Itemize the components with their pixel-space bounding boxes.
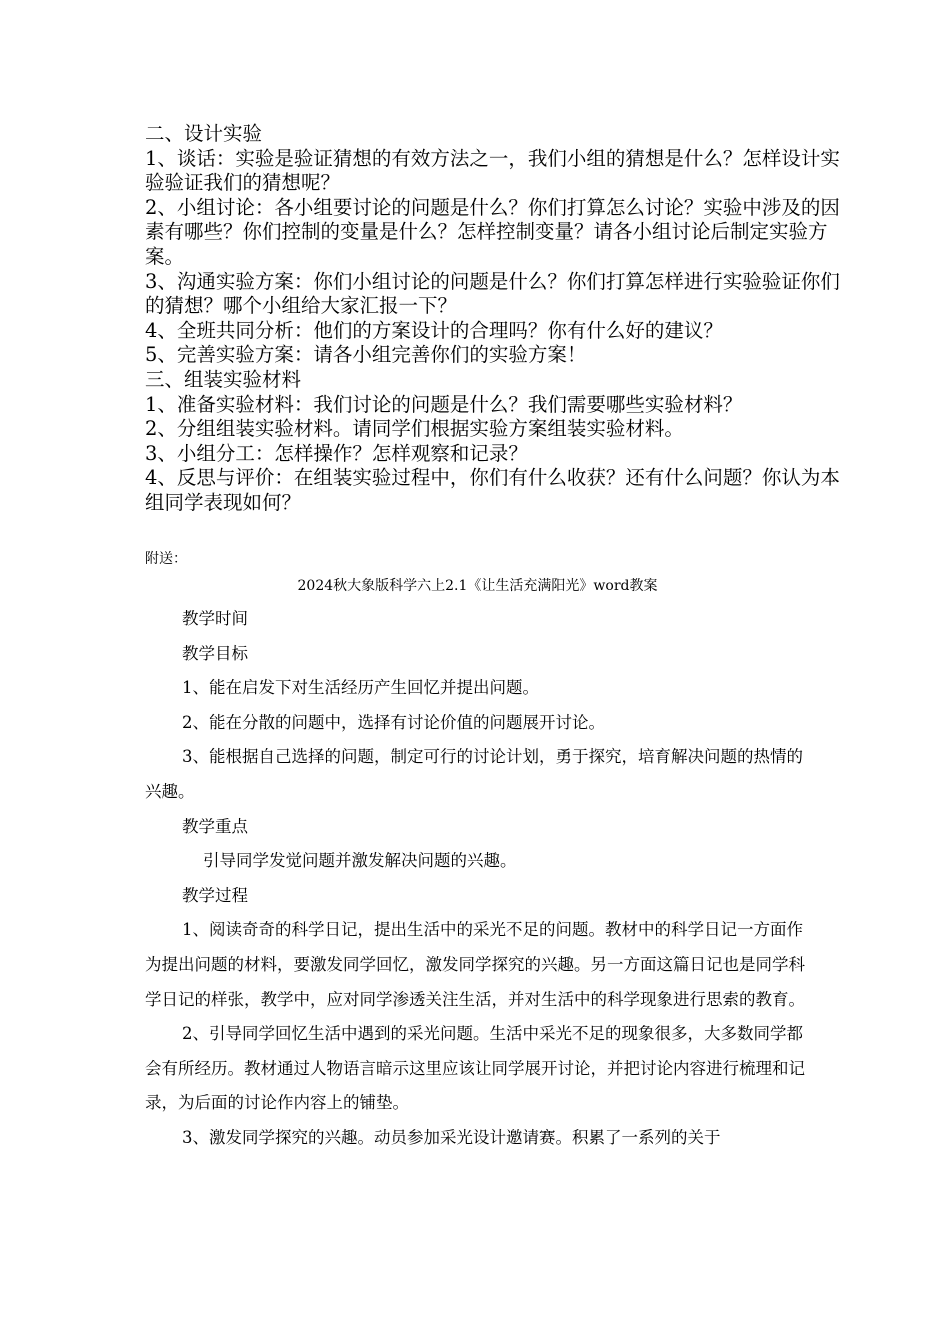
process-item: 3、激发同学探究的兴趣。动员参加采光设计邀请赛。积累了一系列的关于 (182, 1127, 721, 1147)
goal-item: 2、能在分散的问题中，选择有讨论价值的问题展开讨论。 (182, 712, 605, 732)
key-points-label: 教学重点 (182, 816, 248, 836)
teaching-goals-label: 教学目标 (182, 643, 248, 663)
teaching-time-label: 教学时间 (182, 609, 248, 628)
lesson-plan-section (145, 572, 810, 1156)
process-item: 2、引导同学回忆生活中遇到的采光问题。生活中采光不足的现象很多，大多数同学都会有所经历。教材通过人物语言暗示这里应该让同学展开讨论，并把讨论内容进行梳理和记录，为后面的讨论作内容上的铺垫。 (145, 1024, 805, 1113)
process-label: 教学过程 (182, 885, 248, 905)
key-point-item: 引导同学发觉问题并激发解决问题的兴趣。 (203, 851, 517, 871)
process-item: 1、阅读奇奇的科学日记，提出生活中的采光不足的问题。教材中的科学日记一方面作为提出问题的材料，要激发同学回忆，激发同学探究的兴趣。另一方面这篇日记也是同学科学日记的样张，教学中，应对同学渗透关注生活，并对生活中的科学现象进行思索的教育。 (145, 920, 805, 1009)
paragraph: 4、反思与评价：在组装实验过程中，你们有什么收获？还有什么问题？你认为本组同学表现如何？ (145, 466, 840, 514)
heading-design-experiment: 二、设计实验 (145, 122, 263, 145)
paragraph: 1、谈话：实验是验证猜想的有效方法之一，我们小组的猜想是什么？怎样设计实验验证我们的猜想呢？ (145, 146, 840, 195)
heading-assemble-materials: 三、组装实验材料 (145, 367, 302, 391)
goal-item: 3、能根据自己选择的问题，制定可行的讨论计划，勇于探究，培育解决问题的热情的兴趣。 (145, 747, 803, 801)
paragraph: 3、小组分工：怎样操作？怎样观察和记录？ (145, 441, 528, 465)
paragraph: 4、全班共同分析：他们的方案设计的合理吗？你有什么好的建议？ (145, 318, 723, 342)
lesson-plan-title: 2024秋大象版科学六上2.1《让生活充满阳光》word教案 (297, 578, 658, 594)
goal-item: 1、能在启发下对生活经历产生回忆并提出问题。 (182, 678, 539, 698)
experiment-design-section (145, 122, 845, 516)
paragraph: 3、沟通实验方案：你们小组讨论的问题是什么？你们打算怎样进行实验验证你们的猜想？哪个小组给大家汇报一下？ (145, 269, 840, 318)
paragraph: 2、小组讨论：各小组要讨论的问题是什么？你们打算怎么讨论？实验中涉及的因素有哪些？你们控制的变量是什么？怎样控制变量？请各小组讨论后制定实验方案。 (145, 195, 840, 268)
paragraph: 2、分组组装实验材料。请同学们根据实验方案组装实验材料。 (145, 417, 684, 441)
paragraph: 1、准备实验材料：我们讨论的问题是什么？我们需要哪些实验材料？ (145, 392, 743, 416)
paragraph: 5、完善实验方案：请各小组完善你们的实验方案！ (145, 343, 587, 367)
attachment-label: 附送： (145, 551, 187, 567)
